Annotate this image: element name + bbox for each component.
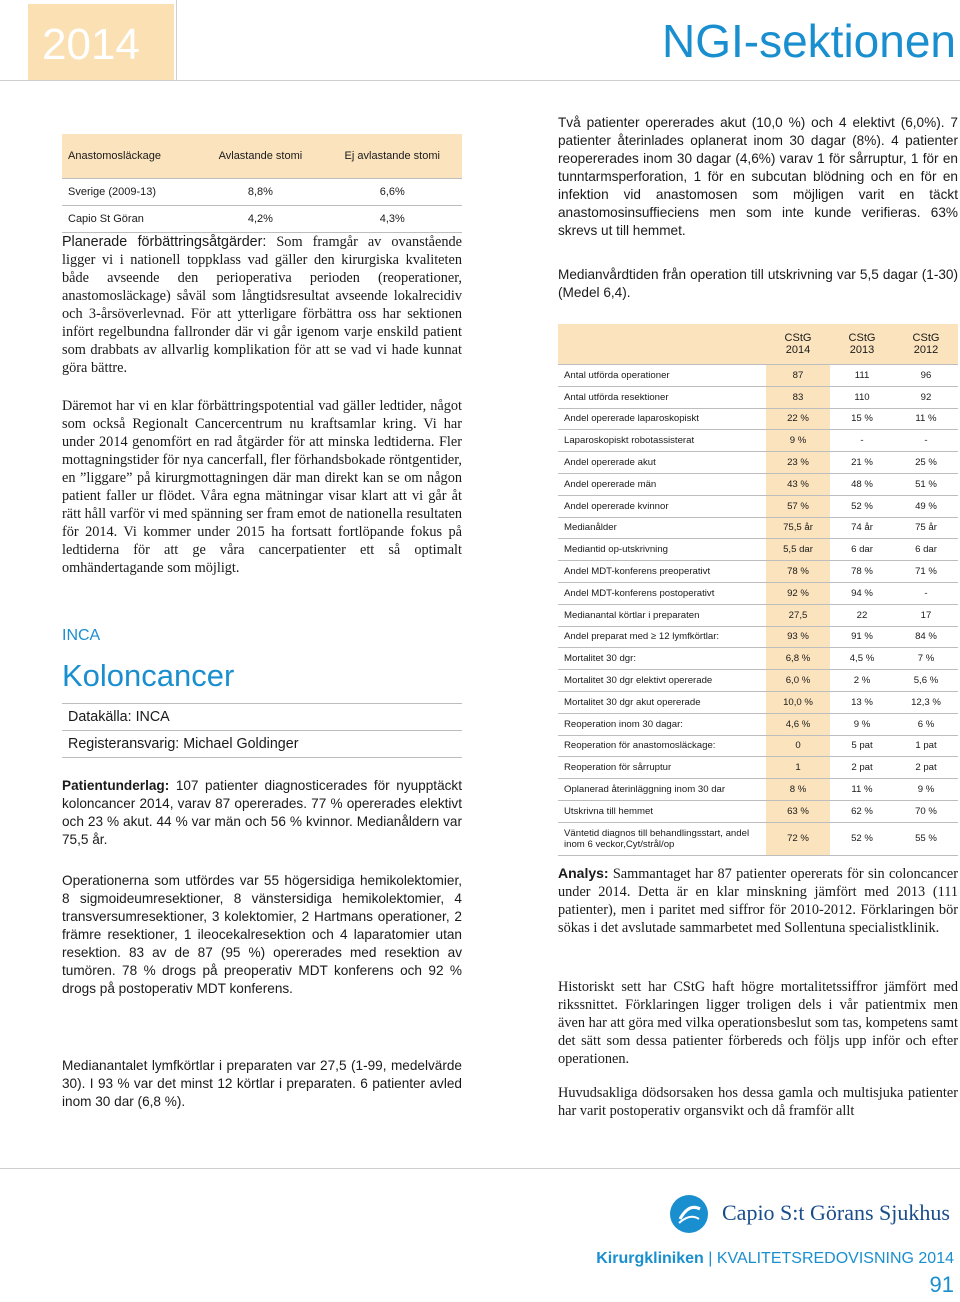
table-header-row: [62, 134, 462, 179]
row-label: Andel preparat med ≥ 12 lymfkörtlar:: [558, 626, 766, 648]
clinic-name: Kirurgkliniken: [596, 1250, 704, 1267]
datasource-label: Datakälla:: [68, 709, 132, 725]
row-label: Reoperation för sårruptur: [558, 757, 766, 779]
col-header: Ej avlastande stomi: [322, 134, 462, 179]
paragraph-text: Som framgår av ovanstående ligger vi i nationell toppklass vad gäller den kirurgiska kvaliteten både avseende den perioperativa perioden (reoperationer, anastomosläckage) såväl som långtidsresultat avseende lokalrecidiv och 3-årsöverlevnad. För att ytterligare förbättra oss har sektionen infört regelbundna fallronder där vi går igenom varje enskild patient som drabbats av allvarlig komplikation för att se vad vi hade kunnat göra bättre.: [62, 234, 463, 376]
paragraph-operations: Operationerna som utfördes var 55 högersidiga hemikolektomier, 8 sigmoideumresektioner, 8 vänstersidiga hemikolektomier, 4 transversumresektioner, 3 kolektomier, 2 Hartmans operationer, 2 främre resektioner, 1 ileocekalresektion och 4 laparatomier utan resektion. 83 av de 87 (95 %) opererades med resektion av tumören. 78 % drogs på preoperativ MDT konferens och 92 % drogs på postoperativ MDT konferens.: [62, 873, 462, 996]
row-label: Medianantal körtlar i preparaten: [558, 604, 766, 626]
cell-value: -: [894, 582, 958, 604]
paragraph-lead: Analys:: [558, 865, 609, 881]
cell-value: 13 %: [830, 691, 894, 713]
cell-value: 5,6 %: [894, 670, 958, 692]
paragraph-los: Medianvårdtiden från operation till utskrivning var 5,5 dagar (1-30) (Medel 6,4).: [558, 267, 958, 300]
table-row: [558, 561, 958, 583]
col-header: CStG 2013: [830, 324, 894, 365]
cell-value: 78 %: [830, 561, 894, 583]
cell-value: 5 pat: [830, 735, 894, 757]
owner-value: Michael Goldinger: [183, 736, 299, 752]
table-row: [558, 800, 958, 822]
row-label: Reoperation inom 30 dagar:: [558, 713, 766, 735]
table-row: [558, 757, 958, 779]
cell-value: 22: [830, 604, 894, 626]
stats-table: [558, 324, 958, 856]
table-row: [558, 517, 958, 539]
table-row: [558, 539, 958, 561]
paragraph-lymph: Medianantalet lymfkörtlar i preparaten var 27,5 (1-99, medelvärde 30). I 93 % var det minst 12 körtlar i preparaten. 6 patienter avled inom 30 dar (6,8 %).: [62, 1058, 462, 1109]
cell-value: 2 pat: [830, 757, 894, 779]
cell-value: 49 %: [894, 495, 958, 517]
paragraph-lead: Planerade förbättringsåtgärder:: [62, 234, 267, 250]
paragraph-improvements: [62, 233, 462, 377]
cell-value: 92: [894, 386, 958, 408]
cell-value: 43 %: [766, 473, 830, 495]
cell-value: 83: [766, 386, 830, 408]
cell-value: 6,6%: [322, 179, 462, 206]
cell-value: 6 %: [894, 713, 958, 735]
paragraph-analysis: [558, 864, 958, 937]
cell-value: 78 %: [766, 561, 830, 583]
cell-value: 87: [766, 365, 830, 387]
register-title: Koloncancer: [62, 658, 235, 693]
cell-value: 63 %: [766, 800, 830, 822]
table-row: [558, 582, 958, 604]
cell-value: 2 %: [830, 670, 894, 692]
cell-value: 1 pat: [894, 735, 958, 757]
table-row: [558, 626, 958, 648]
register-label: INCA: [62, 627, 101, 644]
row-label: Laparoskopiskt robotassisterat: [558, 430, 766, 452]
cell-value: 10,0 %: [766, 691, 830, 713]
cell-value: 11 %: [894, 408, 958, 430]
row-label: Andel opererade kvinnor: [558, 495, 766, 517]
cell-value: 22 %: [766, 408, 830, 430]
cell-value: 75 år: [894, 517, 958, 539]
cell-value: 9 %: [894, 779, 958, 801]
row-label: Mortalitet 30 dgr:: [558, 648, 766, 670]
table-row: [558, 713, 958, 735]
cell-value: 62 %: [830, 800, 894, 822]
cell-value: 6,0 %: [766, 670, 830, 692]
col-header: Avlastande stomi: [198, 134, 322, 179]
cell-value: 0: [766, 735, 830, 757]
year-label: 2014: [42, 20, 140, 69]
row-label: Reoperation för anastomosläckage:: [558, 735, 766, 757]
table-row: [62, 206, 462, 233]
table-row: [558, 735, 958, 757]
row-label: Antal utförda resektioner: [558, 386, 766, 408]
cell-value: 4,2%: [198, 206, 322, 233]
table-row: [558, 495, 958, 517]
paragraph-lead: Patientunderlag:: [62, 778, 170, 793]
row-label: Utskrivna till hemmet: [558, 800, 766, 822]
table-row: [558, 691, 958, 713]
cell-value: 52 %: [830, 822, 894, 855]
cell-value: 15 %: [830, 408, 894, 430]
year-box: [28, 4, 174, 81]
row-label: Andel MDT-konferens postoperativt: [558, 582, 766, 604]
section-title: NGI-sektionen: [661, 15, 956, 67]
cell-value: 11 %: [830, 779, 894, 801]
row-label: Oplanerad återinläggning inom 30 dar: [558, 779, 766, 801]
row-label: Mediantid op-utskrivning: [558, 539, 766, 561]
cell-value: 51 %: [894, 473, 958, 495]
cell-value: 84 %: [894, 626, 958, 648]
cell-value: 94 %: [830, 582, 894, 604]
cell-value: 70 %: [894, 800, 958, 822]
cell-value: 12,3 %: [894, 691, 958, 713]
register-info: [62, 703, 462, 758]
paragraph-causes: Huvudsakliga dödsorsaken hos dessa gamla och multisjuka patienter har varit postoperativ organsvikt och då framför allt: [558, 1085, 958, 1119]
footer-report-title: [596, 1250, 954, 1268]
row-label: Mortalitet 30 dgr elektivt opererade: [558, 670, 766, 692]
cell-value: 111: [830, 365, 894, 387]
cell-value: 75,5 år: [766, 517, 830, 539]
table-row: [558, 670, 958, 692]
paragraph-text: 107 patienter diagnosticerades för nyupptäckt koloncancer 2014, varav 87 opererades. 77 % opererades elektivt och 23 % akut. 44 % var män och 56 % kvinnor. Medianåldern var 75,5 år.: [62, 778, 462, 847]
cell-value: 4,3%: [322, 206, 462, 233]
row-label: Antal utförda operationer: [558, 365, 766, 387]
owner-row: [62, 730, 462, 758]
col-header: CStG 2014: [766, 324, 830, 365]
row-label: Medianålder: [558, 517, 766, 539]
row-label: Andel MDT-konferens preoperativt: [558, 561, 766, 583]
anastomos-table: [62, 134, 462, 233]
cell-value: 6,8 %: [766, 648, 830, 670]
cell-value: 25 %: [894, 452, 958, 474]
cell-value: 96: [894, 365, 958, 387]
row-label: Sverige (2009-13): [62, 179, 198, 206]
hospital-logo-text: Capio S:t Görans Sjukhus: [722, 1200, 950, 1225]
row-label: Andel opererade laparoskopiskt: [558, 408, 766, 430]
cell-value: 6 dar: [894, 539, 958, 561]
cell-value: 4,5 %: [830, 648, 894, 670]
table-row: [558, 604, 958, 626]
cell-value: 74 år: [830, 517, 894, 539]
cell-value: 1: [766, 757, 830, 779]
cell-value: 55 %: [894, 822, 958, 855]
footer-rule: [0, 1168, 960, 1169]
cell-value: 21 %: [830, 452, 894, 474]
datasource-value: INCA: [135, 709, 170, 725]
cell-value: 72 %: [766, 822, 830, 855]
cell-value: -: [894, 430, 958, 452]
header-divider: [176, 0, 177, 80]
cell-value: 91 %: [830, 626, 894, 648]
row-label: Andel opererade män: [558, 473, 766, 495]
cell-value: 93 %: [766, 626, 830, 648]
cell-value: 27,5: [766, 604, 830, 626]
paragraph-acute: Två patienter opererades akut (10,0 %) och 4 elektivt (6,0%). 7 patienter återinlades oplanerat inom 30 dagar (8%). 4 patienter reopererades inom 30 dagar (4,6%) varav 1 för sårruptur, 1 för en tunntarmsperforation, 1 för en subcutan blödning och en för en infektion vid anastomosen som möjligen varit en täckt anastomosinsuffieciens men som inte kunde verifieras. 63% skrevs ut till hemmet.: [558, 115, 958, 238]
paragraph-history: Historiskt sett har CStG haft högre mortalitetssiffror jämfört med rikssnittet. Förklaringen ligger troligen dels i vår patientmix men även har att göra med vilka operationsbeslut som tas, kompetens samt det sätt som dessa patienter förbereds och följs upp inför och efter operationen.: [558, 979, 958, 1067]
cell-value: 9 %: [830, 713, 894, 735]
report-name: KVALITETSREDOVISNING 2014: [716, 1250, 954, 1267]
cell-value: 48 %: [830, 473, 894, 495]
table-row: [558, 365, 958, 387]
table-row: [558, 822, 958, 855]
paragraph-leadtimes: Däremot har vi en klar förbättringspotential vad gäller ledtider, något som också Regionalt Cancercentrum nu kraftsamlar kring. Vi har under 2014 genomfört en rad åtgärder för att minska ledtiderna. Fler mottagningstider för nya cancerfall, fler förhandsbokade röntgentider, en ”liggare” på kirurgmottagningen där man direkt kan se om någon patient faller ur flödet. Våra egna mätningar visar klart att vi går åt rätt håll varför vi med spänning ser fram emot de nationella resultaten för 2014. Vi kommer under 2015 ha fortsatt fortlöpande fokus på ledtiderna för att ge våra cancerpatienter ett så optimalt omhändertagande som möjligt.: [62, 398, 462, 576]
row-label: Väntetid diagnos till behandlingsstart, andel inom 6 veckor,Cyt/strål/op: [558, 822, 766, 855]
cell-value: 9 %: [766, 430, 830, 452]
stats-table-body: [558, 324, 958, 855]
cell-value: 23 %: [766, 452, 830, 474]
paragraph-patients: [62, 777, 462, 849]
cell-value: 110: [830, 386, 894, 408]
row-label: Capio St Göran: [62, 206, 198, 233]
header-rule: [0, 80, 960, 81]
cell-value: 2 pat: [894, 757, 958, 779]
table-row: [558, 473, 958, 495]
table-row: [558, 430, 958, 452]
table-row: [558, 408, 958, 430]
page-number: 91: [929, 1272, 954, 1297]
table-row: [558, 386, 958, 408]
table-row: [558, 452, 958, 474]
table-title: Anastomosläckage: [62, 134, 198, 179]
cell-value: 57 %: [766, 495, 830, 517]
row-label: Mortalitet 30 dgr akut opererade: [558, 691, 766, 713]
cell-value: 8,8%: [198, 179, 322, 206]
cell-value: 5,5 dar: [766, 539, 830, 561]
cell-value: 6 dar: [830, 539, 894, 561]
cell-value: 4,6 %: [766, 713, 830, 735]
paragraph-text: Sammantaget har 87 patienter opererats för sin coloncancer under 2014. Detta är en klar minskning jämfört med 2013 (111 patienter), men i paritet med siffror för 2010-2012. Förklaringen bör sökas i det avslutade sammarbetet med Sollentuna specialistklinik.: [558, 866, 958, 936]
cell-value: 92 %: [766, 582, 830, 604]
cell-value: 71 %: [894, 561, 958, 583]
owner-label: Registeransvarig:: [68, 736, 180, 752]
table-header-row: [558, 324, 958, 365]
capio-logo-icon: [670, 1195, 708, 1233]
table-row: [558, 648, 958, 670]
cell-value: 52 %: [830, 495, 894, 517]
corner-cell: [558, 324, 766, 365]
col-header: CStG 2012: [894, 324, 958, 365]
table-row: [558, 779, 958, 801]
cell-value: 7 %: [894, 648, 958, 670]
cell-value: -: [830, 430, 894, 452]
row-label: Andel opererade akut: [558, 452, 766, 474]
cell-value: 17: [894, 604, 958, 626]
footer-separator: |: [708, 1250, 713, 1267]
datasource-row: [62, 703, 462, 730]
cell-value: 8 %: [766, 779, 830, 801]
table-row: [62, 179, 462, 206]
